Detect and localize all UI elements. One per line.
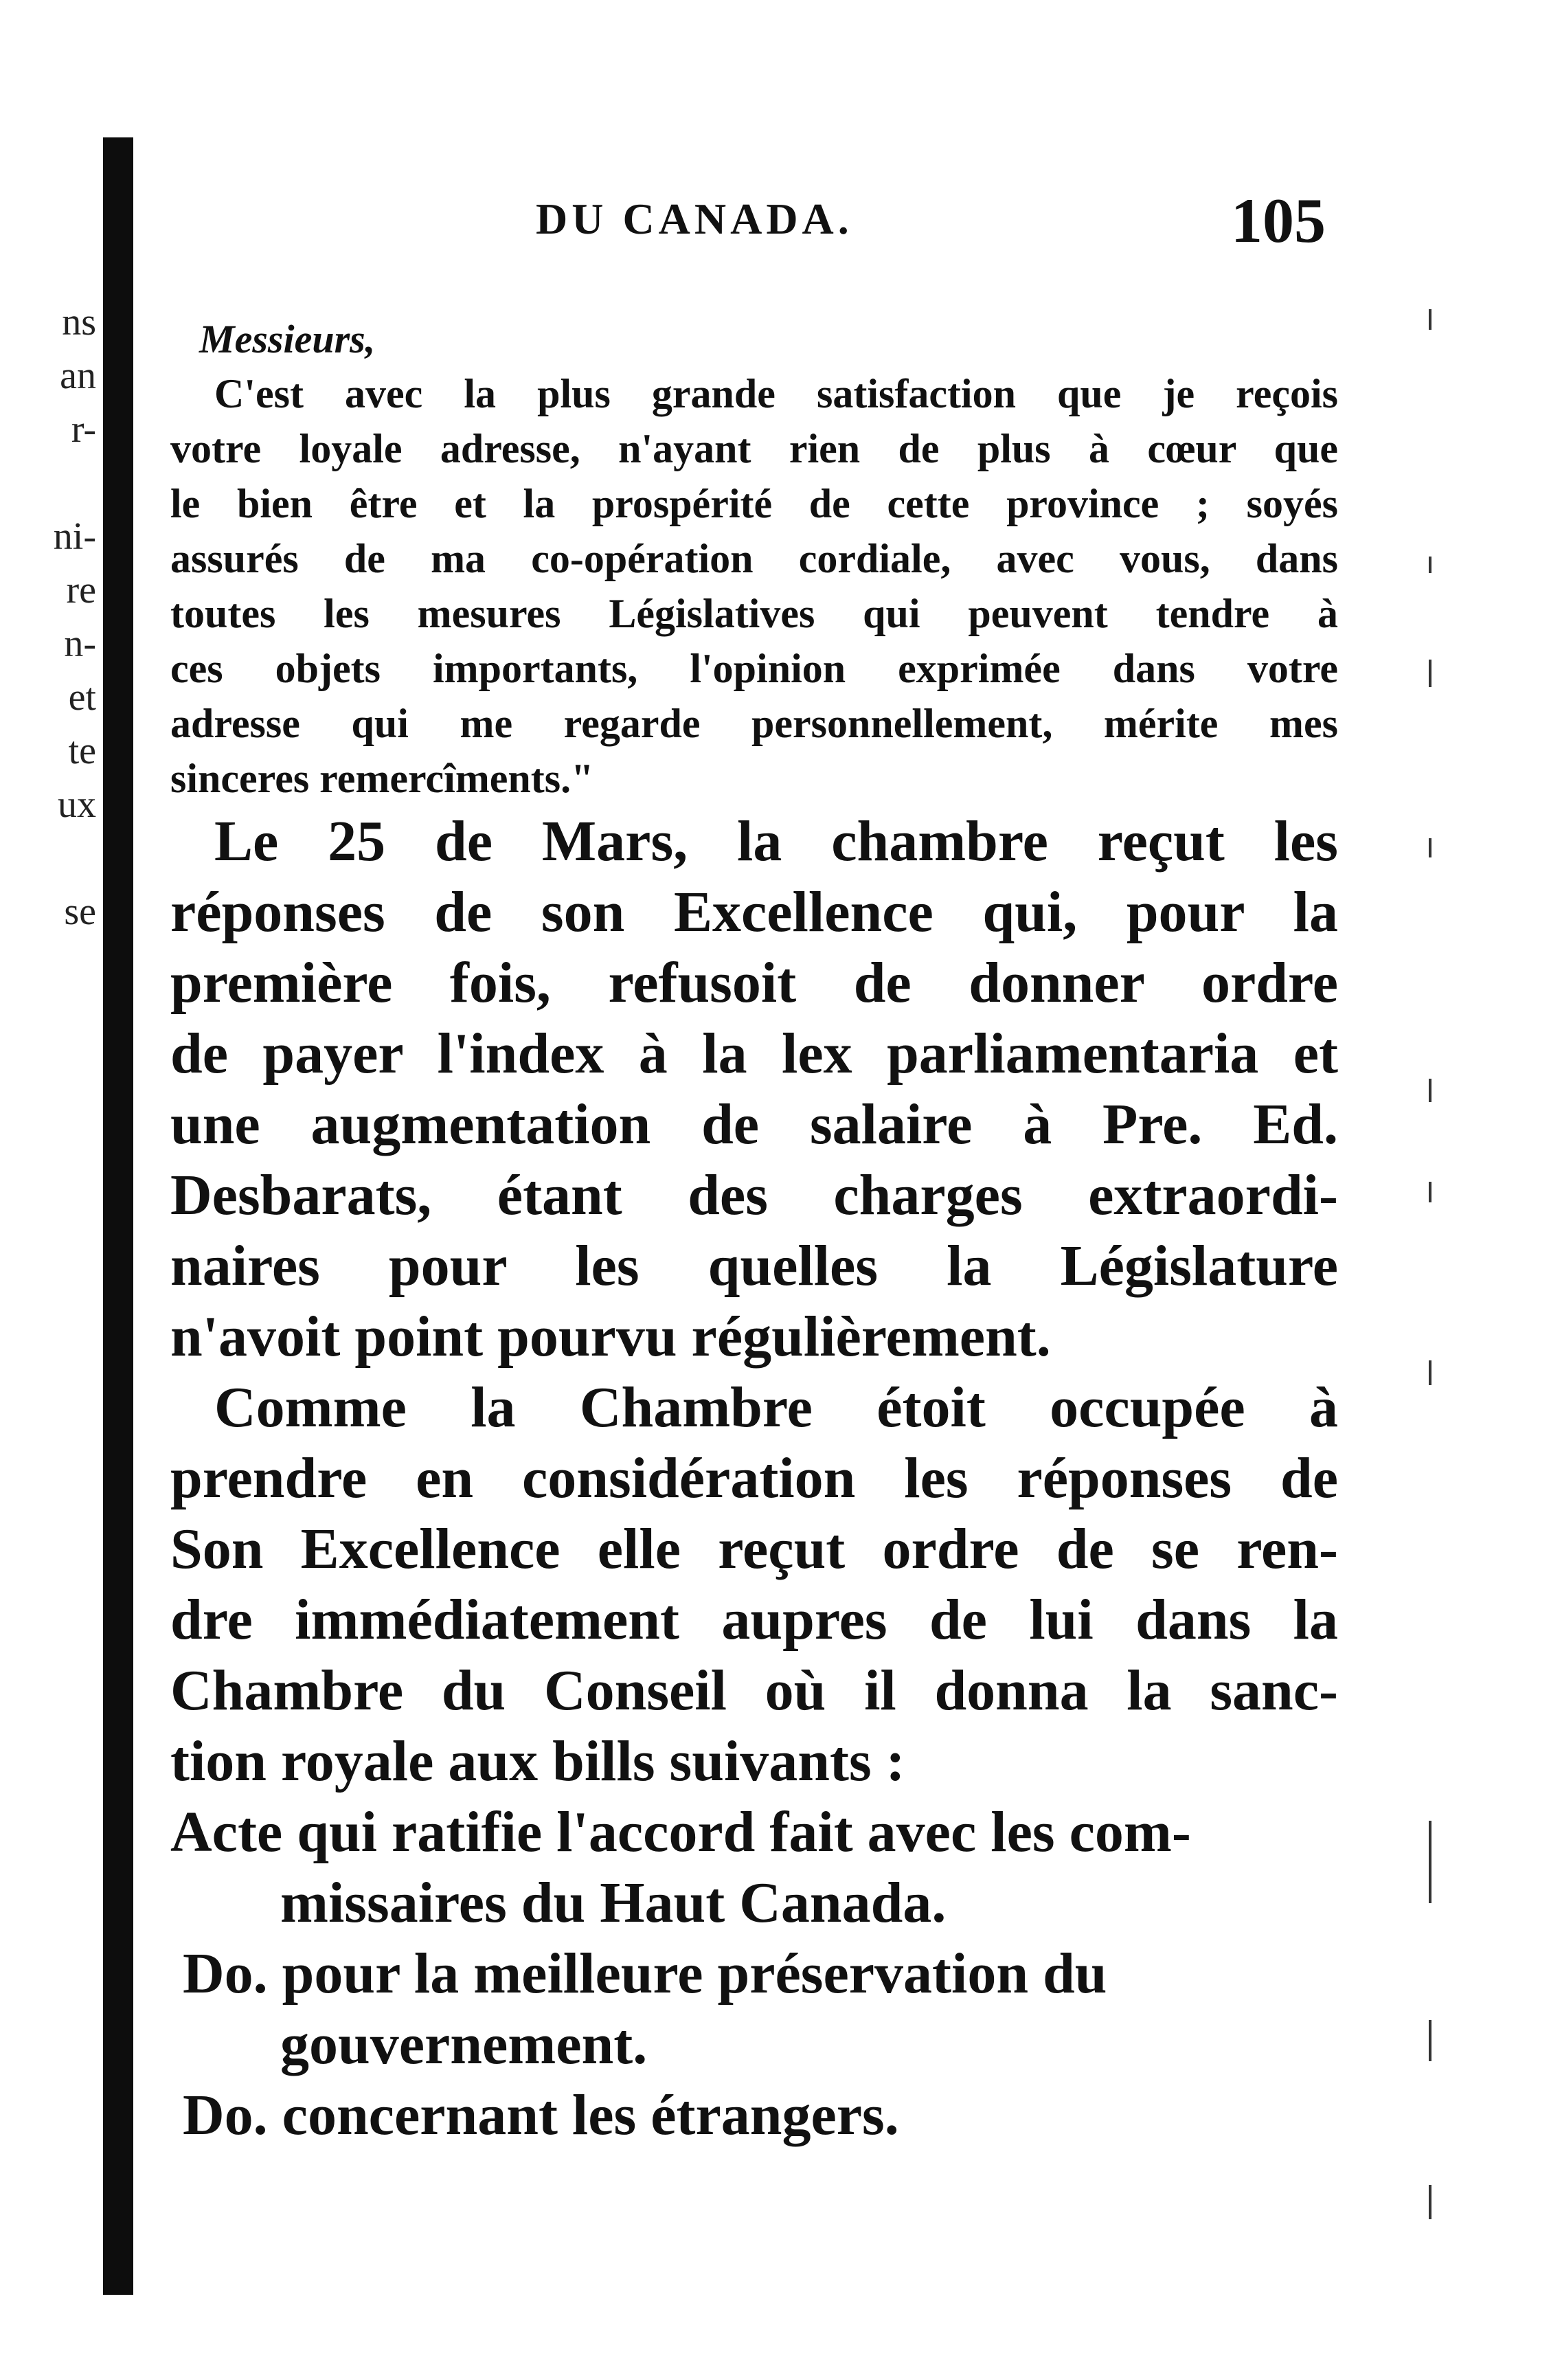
- speck: [1429, 1182, 1431, 1202]
- text-line: une augmentation de salaire à Pre. Ed.: [170, 1092, 1338, 1156]
- speck: [1429, 2020, 1431, 2061]
- letter-quote: [170, 313, 1338, 806]
- margin-fragment: et: [68, 676, 96, 719]
- speck: [1429, 660, 1431, 687]
- quote-line: toutes les mesures Législatives qui peuvent tendre à: [170, 591, 1338, 636]
- paragraph: [170, 1372, 1338, 1797]
- speck: [1429, 1079, 1431, 1102]
- speck: [1429, 1821, 1431, 1903]
- text-line: prendre en considération les réponses de: [170, 1446, 1338, 1510]
- speck: [1429, 309, 1431, 330]
- act-entry-continuation: missaires du Haut Canada.: [280, 1871, 947, 1935]
- text-line: naires pour les quelles la Législature: [170, 1234, 1338, 1298]
- text-line: Son Excellence elle reçut ordre de se ren-: [170, 1517, 1338, 1581]
- book-spine-shadow: [103, 137, 133, 2295]
- text-line: tion royale aux bills suivants :: [170, 1729, 905, 1793]
- act-entry: Do. pour la meilleure préservation du: [183, 1942, 1107, 2006]
- acts-list: [170, 1797, 1338, 2151]
- text-line: dre immédiatement aupres de lui dans la: [170, 1588, 1338, 1652]
- page-number: 105: [1231, 186, 1326, 256]
- margin-fragment: an: [60, 355, 96, 397]
- text-line: première fois, refusoit de donner ordre: [170, 951, 1338, 1015]
- text-line: Desbarats, étant des charges extraordi-: [170, 1163, 1338, 1227]
- text-line: Comme la Chambre étoit occupée à: [214, 1376, 1338, 1439]
- margin-fragment: se: [64, 890, 96, 933]
- text-line: n'avoit point pourvu régulièrement.: [170, 1305, 1051, 1369]
- right-edge-specks: [1429, 289, 1449, 2281]
- quote-line: C'est avec la plus grande satisfaction que je reçois: [214, 371, 1338, 416]
- quote-line: adresse qui me regarde personnellement, mérite mes: [170, 701, 1338, 746]
- page-body: [170, 313, 1338, 2151]
- margin-fragment: te: [68, 730, 96, 772]
- quote-line: assurés de ma co-opération cordiale, avec vous, dans: [170, 536, 1338, 581]
- speck: [1429, 557, 1431, 573]
- quote-line: sinceres remercîments.": [170, 756, 594, 801]
- margin-fragment: n-: [64, 622, 96, 665]
- act-entry-continuation: gouvernement.: [280, 2012, 648, 2076]
- act-entry: Do. concernant les étrangers.: [183, 2083, 899, 2147]
- salutation: Messieurs,: [199, 317, 376, 361]
- quote-line: ces objets importants, l'opinion exprimée dans votre: [170, 646, 1338, 691]
- text-line: réponses de son Excellence qui, pour la: [170, 880, 1338, 944]
- margin-fragment: r-: [71, 408, 96, 451]
- margin-fragment: ns: [62, 301, 96, 344]
- text-line: Chambre du Conseil où il donna la sanc-: [170, 1659, 1338, 1722]
- text-line: de payer l'index à la lex parliamentaria et: [170, 1022, 1338, 1086]
- quote-line: le bien être et la prospérité de cette province ; soyés: [170, 481, 1338, 526]
- margin-fragment: re: [66, 569, 96, 611]
- margin-fragment: [0, 456, 96, 510]
- speck: [1429, 1360, 1431, 1385]
- page-header: [179, 184, 1339, 260]
- speck: [1429, 2185, 1431, 2219]
- act-entry: Acte qui ratifie l'accord fait avec les com-: [170, 1800, 1191, 1864]
- running-head: DU CANADA.: [536, 194, 853, 243]
- margin-fragment: [0, 831, 96, 885]
- margin-fragment: ux: [58, 783, 96, 826]
- margin-fragment: ni-: [53, 515, 96, 558]
- facing-page-margin: [0, 295, 96, 939]
- text-line: Le 25 de Mars, la chambre reçut les: [214, 809, 1338, 873]
- speck: [1429, 838, 1431, 857]
- quote-line: votre loyale adresse, n'ayant rien de plus à cœur que: [170, 426, 1338, 471]
- paragraph: [170, 806, 1338, 1372]
